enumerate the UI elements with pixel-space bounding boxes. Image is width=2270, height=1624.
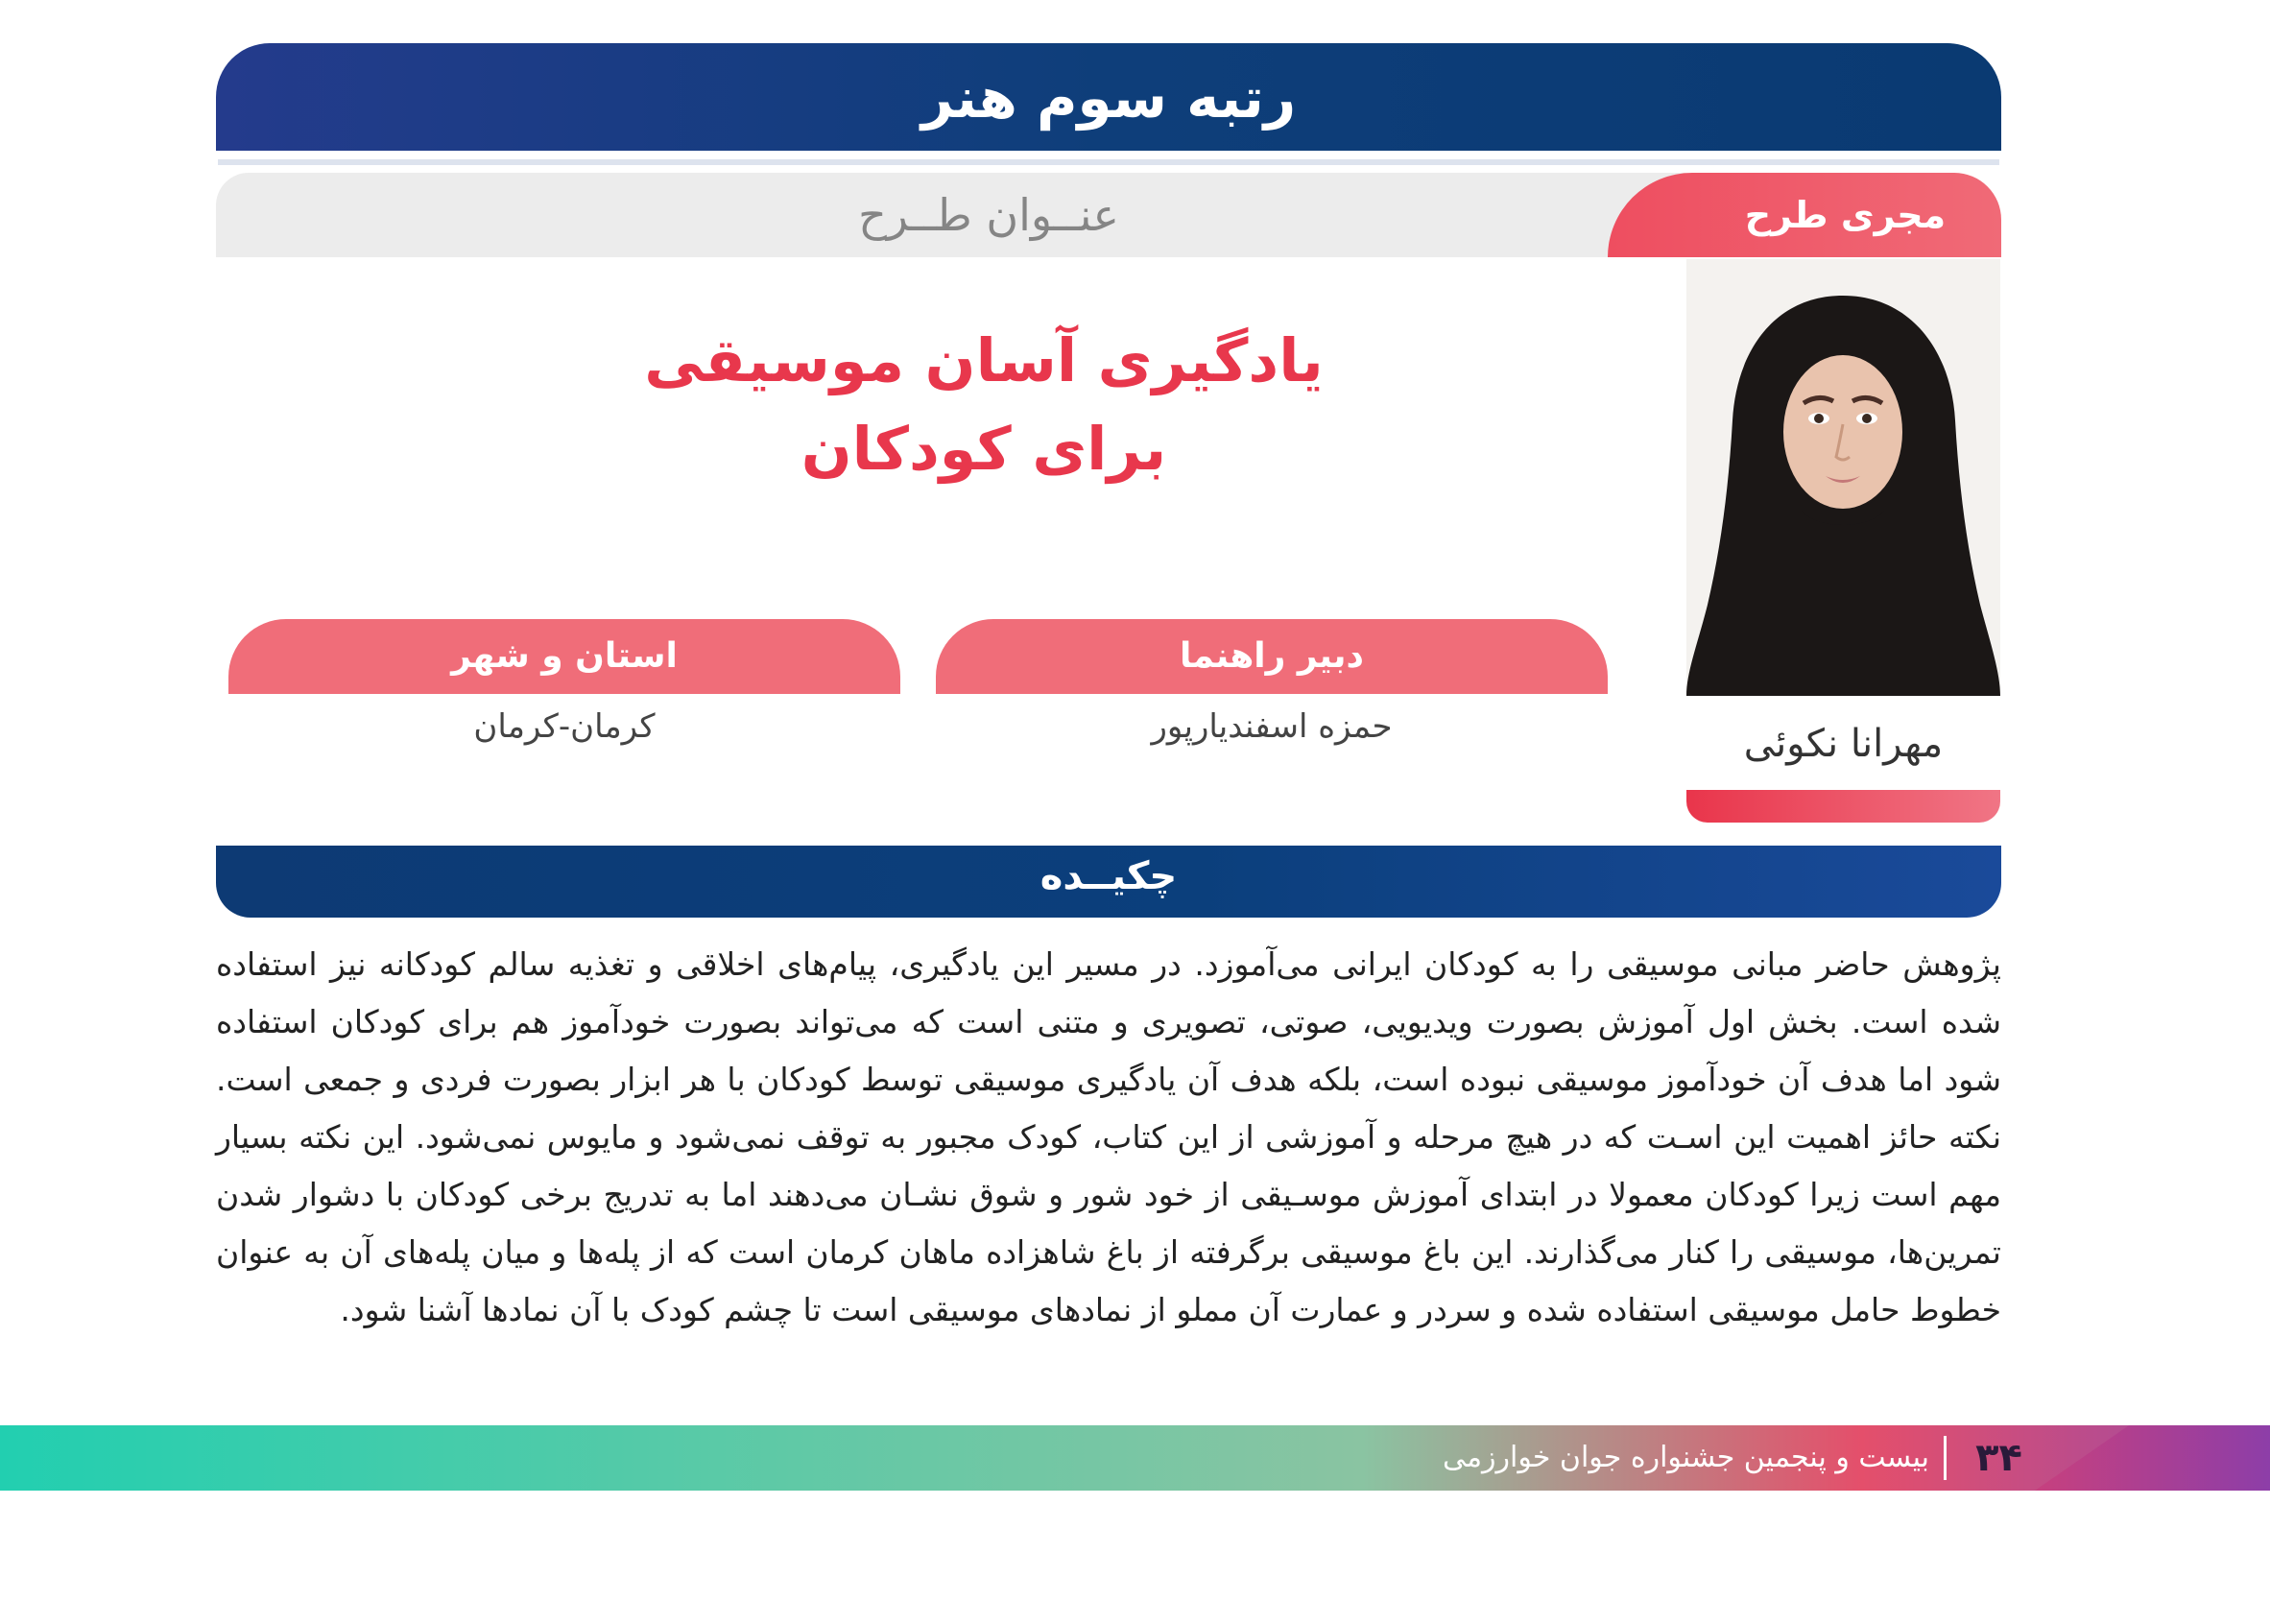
implementer-photo	[1686, 259, 2000, 696]
project-title-label: عنــوان طــرح	[858, 189, 1119, 241]
project-title	[403, 317, 1565, 493]
photo-accent-bar	[1686, 790, 2000, 823]
advisor-value: حمزه اسفندیارپور	[1151, 707, 1393, 746]
location-label: استان و شهر	[451, 636, 678, 676]
page-number: ۳۴	[1975, 1436, 2022, 1480]
festival-name: بیست و پنجمین جشنواره جوان خوارزمی	[1442, 1441, 1929, 1474]
page-title: رتبه سوم هنر	[920, 65, 1297, 131]
footer-divider	[1944, 1436, 1947, 1480]
abstract-text: پژوهش حاضر مبانی موسیقی را به کودکان ایرانی می‌آموزد. در مسیر این یادگیری، پیام‌های اخلاقی و تغذیه سالم کودکانه نیز استفاده شده است. بخش اول آموزش بصورت ویدیویی، صوتی، تصویری و متنی است که می‌تواند بصورت خودآموز هم برای کودکان استفاده شود اما هدف آن خودآموز موسیقی نبوده است، بلکه هدف آن یادگیری موسیقی توسط کودکان با هر ابزار بصورت فردی و جمعی است. نکته حائز اهمیت این اسـت که در هیچ مرحله و آموزشی از این کتاب، کودک مجبور به توقف نمی‌شود و مایوس نمی‌شود. این نکته بسیار مهم است زیرا کودکان معمولا در ابتدای آموزش موسـیقی از خود شور و شوق نشـان می‌دهند اما به تدریج برخی کودکان با دشوار شدن تمرین‌ها، موسیقی را کنار می‌گذارند. این باغ موسیقی برگرفته از باغ شاهزاده ماهان کرمان است که از پله‌ها و میان پله‌های آن به عنوان خطوط حامل موسیقی استفاده شده و سردر و عمارت آن مملو از نمادهای موسیقی است تا چشم کودک با آن نمادها آشنا شود.	[216, 945, 2001, 1328]
abstract-heading: چکیــده	[1039, 854, 1178, 898]
project-title-line-1: یادگیری آسان موسیقی	[644, 325, 1324, 395]
project-title-line-2: برای کودکان	[800, 414, 1167, 484]
location-value: کرمان-کرمان	[473, 707, 656, 746]
implementer-name: مهرانا نکوئی	[1743, 722, 1944, 766]
implementer-label: مجری طرح	[1744, 194, 1947, 236]
advisor-label: دبیر راهنما	[1180, 636, 1364, 676]
footer-bar	[0, 1425, 2270, 1491]
